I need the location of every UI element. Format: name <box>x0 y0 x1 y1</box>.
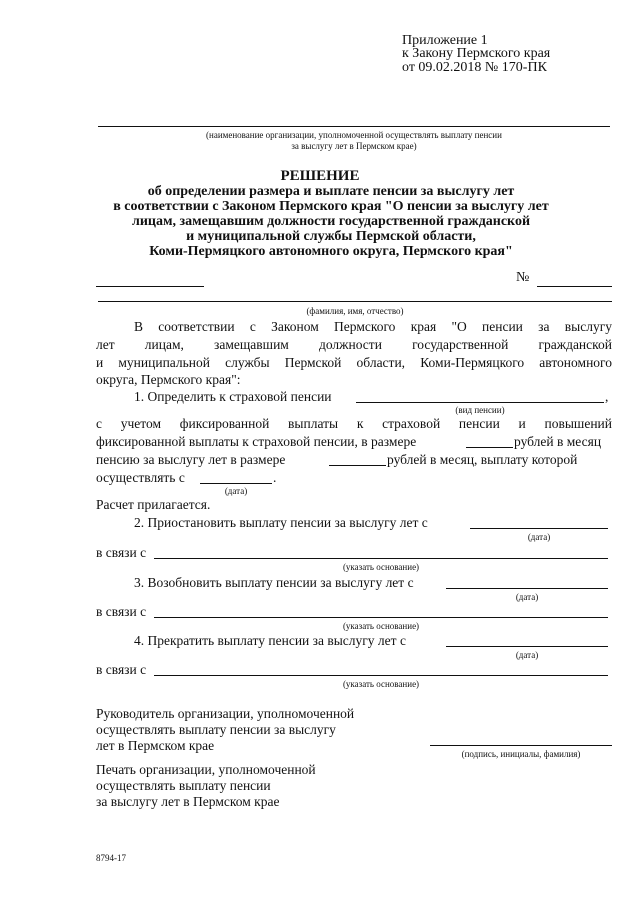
title-line-5: Коми-Пермяцкого автономного округа, Пермского края" <box>149 244 513 259</box>
item-3-reason-label: в связи с <box>96 604 147 619</box>
preamble-line-1: В соответствии с Законом Пермского края "О пенсии за выслугу <box>134 319 612 334</box>
preamble-line-2: лет лицам, замещавшим должности государственной гражданской <box>96 337 612 352</box>
decision-number-field[interactable] <box>537 286 612 287</box>
suspend-reason-field[interactable] <box>154 558 608 559</box>
title-line-4: и муниципальной службы Пермской области, <box>186 229 476 244</box>
fixed-payment-amount-field[interactable] <box>466 447 513 448</box>
item-3-label: 3. Возобновить выплату пенсии за выслугу лет с <box>134 575 414 590</box>
terminate-date-caption: (дата) <box>515 650 539 660</box>
item-1-line-3a: фиксированной выплаты к страховой пенсии, в размере <box>96 434 417 449</box>
organization-caption-line-1: (наименование организации, уполномоченной осуществлять выплату пенсии <box>206 130 502 140</box>
appendix-line-2: к Закону Пермского края <box>402 46 551 61</box>
resume-reason-caption: (указать основание) <box>342 621 420 631</box>
organization-name-field[interactable] <box>98 126 610 127</box>
pension-type-caption: (вид пенсии) <box>455 405 505 415</box>
item-4-reason-label: в связи с <box>96 662 147 677</box>
item-1-label: 1. Определить к страховой пенсии <box>134 389 332 404</box>
item-1-line-4a: пенсию за выслугу лет в размере <box>96 452 286 467</box>
calculation-note: Расчет прилагается. <box>96 497 211 512</box>
appendix-line-3: от 09.02.2018 № 170-ПК <box>402 60 547 75</box>
terminate-reason-field[interactable] <box>154 675 608 676</box>
resume-date-field[interactable] <box>446 588 608 589</box>
stamp-line-1: Печать организации, уполномоченной <box>96 762 316 777</box>
preamble-line-4: округа, Пермского края": <box>96 372 241 387</box>
appendix-line-1: Приложение 1 <box>402 33 488 48</box>
title-line-2: в соответствии с Законом Пермского края "О пенсии за выслугу лет <box>113 199 549 214</box>
terminate-reason-caption: (указать основание) <box>342 679 420 689</box>
item-1-line-4b: рублей в месяц, выплату которой <box>387 452 578 467</box>
resume-reason-field[interactable] <box>154 617 608 618</box>
payment-start-date-caption: (дата) <box>224 486 248 496</box>
payment-start-date-field[interactable] <box>200 483 272 484</box>
stamp-line-2: осуществлять выплату пенсии <box>96 778 271 793</box>
signature-caption: (подпись, инициалы, фамилия) <box>461 749 581 759</box>
document-title: РЕШЕНИЕ <box>280 168 360 184</box>
item-1-line-3b: рублей в месяц <box>514 434 602 449</box>
footer-code: 8794-17 <box>96 853 126 863</box>
item-2-label: 2. Приостановить выплату пенсии за выслугу лет с <box>134 515 428 530</box>
suspend-date-field[interactable] <box>470 528 608 529</box>
item-1-line-5: осуществлять с <box>96 470 185 485</box>
signature-field[interactable] <box>430 745 612 746</box>
suspend-date-caption: (дата) <box>527 532 551 542</box>
organization-caption-line-2: за выслугу лет в Пермском крае) <box>291 141 417 151</box>
service-pension-amount-field[interactable] <box>329 465 386 466</box>
title-line-3: лицам, замещавшим должности государственной гражданской <box>131 214 531 229</box>
fio-field[interactable] <box>98 301 612 302</box>
resume-date-caption: (дата) <box>515 592 539 602</box>
signature-line-3: лет в Пермском крае <box>96 738 215 753</box>
decision-date-field[interactable] <box>96 286 204 287</box>
number-sign: № <box>516 270 530 285</box>
fio-caption: (фамилия, имя, отчество) <box>306 306 404 316</box>
item-2-reason-label: в связи с <box>96 545 147 560</box>
title-line-1: об определении размера и выплате пенсии за выслугу лет <box>147 184 515 199</box>
pension-type-field[interactable] <box>356 402 604 403</box>
item-1-comma: , <box>605 389 609 404</box>
terminate-date-field[interactable] <box>446 646 608 647</box>
signature-line-1: Руководитель организации, уполномоченной <box>96 706 355 721</box>
preamble-line-3: и муниципальной службы Пермской области, Коми-Пермяцкого автономного <box>96 355 612 370</box>
item-1-period: . <box>273 470 277 485</box>
signature-line-2: осуществлять выплату пенсии за выслугу <box>96 722 336 737</box>
item-1-line-2: с учетом фиксированной выплаты к страховой пенсии и повышений <box>96 416 612 431</box>
suspend-reason-caption: (указать основание) <box>342 562 420 572</box>
stamp-line-3: за выслугу лет в Пермском крае <box>96 794 280 809</box>
item-4-label: 4. Прекратить выплату пенсии за выслугу лет с <box>134 633 406 648</box>
